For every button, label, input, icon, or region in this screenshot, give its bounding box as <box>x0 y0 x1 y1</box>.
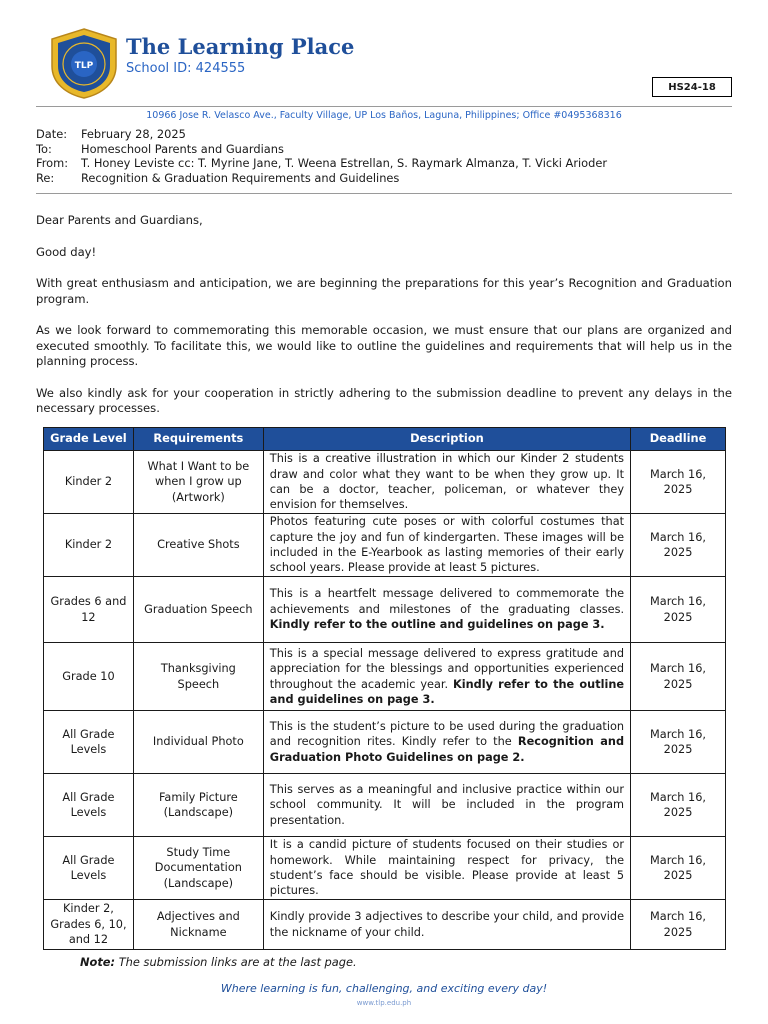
paragraph-3: We also kindly ask for your cooperation in strictly adhering to the submission deadline to prevent any delays in the necessary processes. <box>36 385 732 415</box>
table-row <box>44 643 726 711</box>
paragraph-1: With great enthusiasm and anticipation, we are beginning the preparations for this year’s Recognition and Graduation program. <box>36 276 732 306</box>
memo-date: February 28, 2025 <box>81 127 186 141</box>
description-text: Kindly provide 3 adjectives to describe your child, and provide the nickname of your child. <box>269 910 625 939</box>
note-label: Note: <box>80 955 116 969</box>
requirement-cell: Individual Photo <box>133 711 263 774</box>
memo-to-row <box>36 142 607 157</box>
description-cell <box>263 900 630 950</box>
from-label: From: <box>36 156 69 170</box>
header-divider <box>36 106 732 107</box>
footer-tagline: Where learning is fun, challenging, and exciting every day! <box>220 982 548 995</box>
grade-cell: Grades 6 and 12 <box>44 577 134 643</box>
requirement-cell: Study Time Documentation (Landscape) <box>133 837 263 900</box>
letter-body <box>36 213 732 417</box>
grade-cell: Kinder 2 <box>44 514 134 577</box>
header-grade-level: Grade Level <box>44 428 134 451</box>
header-description: Description <box>263 428 630 451</box>
school-logo <box>46 26 122 100</box>
grade-cell: Kinder 2 <box>44 451 134 514</box>
deadline-cell: March 16, 2025 <box>631 577 726 643</box>
header-deadline: Deadline <box>631 428 726 451</box>
grade-cell: All Grade Levels <box>44 837 134 900</box>
table-row <box>44 711 726 774</box>
greeting: Good day! <box>36 244 97 259</box>
description-text: This is a special message delivered to express gratitude and appreciation for the blessings and opportunities experienced throughout the academic year. <box>269 646 625 691</box>
description-cell <box>263 643 630 711</box>
requirements-table <box>43 427 726 950</box>
deadline-cell: March 16, 2025 <box>631 837 726 900</box>
header-requirements: Requirements <box>133 428 263 451</box>
grade-cell: Grade 10 <box>44 643 134 711</box>
requirement-cell: Family Picture (Landscape) <box>133 774 263 837</box>
description-cell <box>263 514 630 577</box>
memo-subject: Recognition & Graduation Requirements and Guidelines <box>81 170 400 185</box>
deadline-cell: March 16, 2025 <box>631 774 726 837</box>
requirement-cell: Creative Shots <box>133 514 263 577</box>
grade-cell: All Grade Levels <box>44 711 134 774</box>
description-text: This is the student’s picture to be used during the graduation and recognition rites. Kindly refer to the <box>269 719 625 749</box>
deadline-cell: March 16, 2025 <box>631 514 726 577</box>
deadline-cell: March 16, 2025 <box>631 711 726 774</box>
requirement-cell: What I Want to be when I grow up (Artwork) <box>133 451 263 514</box>
grade-cell: Kinder 2, Grades 6, 10, and 12 <box>44 900 134 950</box>
memo-from-row <box>36 156 607 171</box>
memo-date-row <box>36 127 607 142</box>
description-text: This serves as a meaningful and inclusive practice within our school community. It will be included in the program presentation. <box>269 782 625 827</box>
description-bold-text: Kindly refer to the outline and guidelines on page 3. <box>269 618 605 632</box>
description-bold-text: Kindly refer to the outline and guidelines on page 3. <box>269 677 625 706</box>
footer-url[interactable]: www.tlp.edu.ph <box>356 999 412 1007</box>
deadline-cell: March 16, 2025 <box>631 900 726 950</box>
memo-header <box>36 127 607 185</box>
description-cell <box>263 577 630 643</box>
submission-note <box>80 955 357 969</box>
date-label: Date: <box>36 127 68 141</box>
document-code: HS24-18 <box>652 77 732 97</box>
requirement-cell: Graduation Speech <box>133 577 263 643</box>
description-cell <box>263 837 630 900</box>
memo-from: T. Honey Leviste cc: T. Myrine Jane, T. Weena Estrellan, S. Raymark Almanza, T. Vicki Arioder <box>81 156 608 170</box>
table-row <box>44 900 726 950</box>
memo-divider <box>36 193 732 194</box>
deadline-cell: March 16, 2025 <box>631 451 726 514</box>
paragraph-2: As we look forward to commemorating this memorable occasion, we must ensure that our plans are organized and executed smoothly. To facilitate this, we would like to outline the guidelines and requirements that will help us in the planning process. <box>36 323 732 368</box>
description-bold-text: Recognition and Graduation Photo Guidelines on page 2. <box>269 735 625 764</box>
school-name: The Learning Place <box>126 34 355 59</box>
description-text: Photos featuring cute poses or with colorful costumes that capture the joy and fun of kindergarten. These images will be included in the E-Yearbook as lasting memories of their early school years. Please provide at least 5 pictures. <box>269 515 625 575</box>
description-text: It is a candid picture of students focused on their studies or homework. While maintaining respect for privacy, the student’s face should be visible. Please provide at least 5 pictures. <box>269 838 625 898</box>
requirement-cell: Thanksgiving Speech <box>133 643 263 711</box>
table-row <box>44 774 726 837</box>
school-address: 10966 Jose R. Velasco Ave., Faculty Village, UP Los Baños, Laguna, Philippines; Office #0495368316 <box>146 110 622 121</box>
to-label: To: <box>36 141 52 156</box>
grade-cell: All Grade Levels <box>44 774 134 837</box>
table-header-row <box>44 428 726 451</box>
memo-re-row <box>36 171 607 186</box>
table-row <box>44 577 726 643</box>
note-text: The submission links are at the last page. <box>115 955 357 969</box>
table-row <box>44 451 726 514</box>
description-text: This is a creative illustration in which our Kinder 2 students draw and color what they want to be when they grow up. It can be a doctor, teacher, policeman, or whatever they envision for themselves. <box>269 452 625 512</box>
school-id: School ID: 424555 <box>126 61 246 76</box>
logo-text: TLP <box>74 61 94 71</box>
table-row <box>44 514 726 577</box>
description-cell <box>263 774 630 837</box>
re-label: Re: <box>36 170 55 185</box>
description-cell <box>263 711 630 774</box>
description-cell <box>263 451 630 514</box>
requirement-cell: Adjectives and Nickname <box>133 900 263 950</box>
salutation: Dear Parents and Guardians, <box>36 213 203 227</box>
deadline-cell: March 16, 2025 <box>631 643 726 711</box>
description-text: This is a heartfelt message delivered to commemorate the achievements and milestones of the graduating classes. <box>269 587 625 616</box>
memo-to: Homeschool Parents and Guardians <box>81 141 284 156</box>
table-row <box>44 837 726 900</box>
